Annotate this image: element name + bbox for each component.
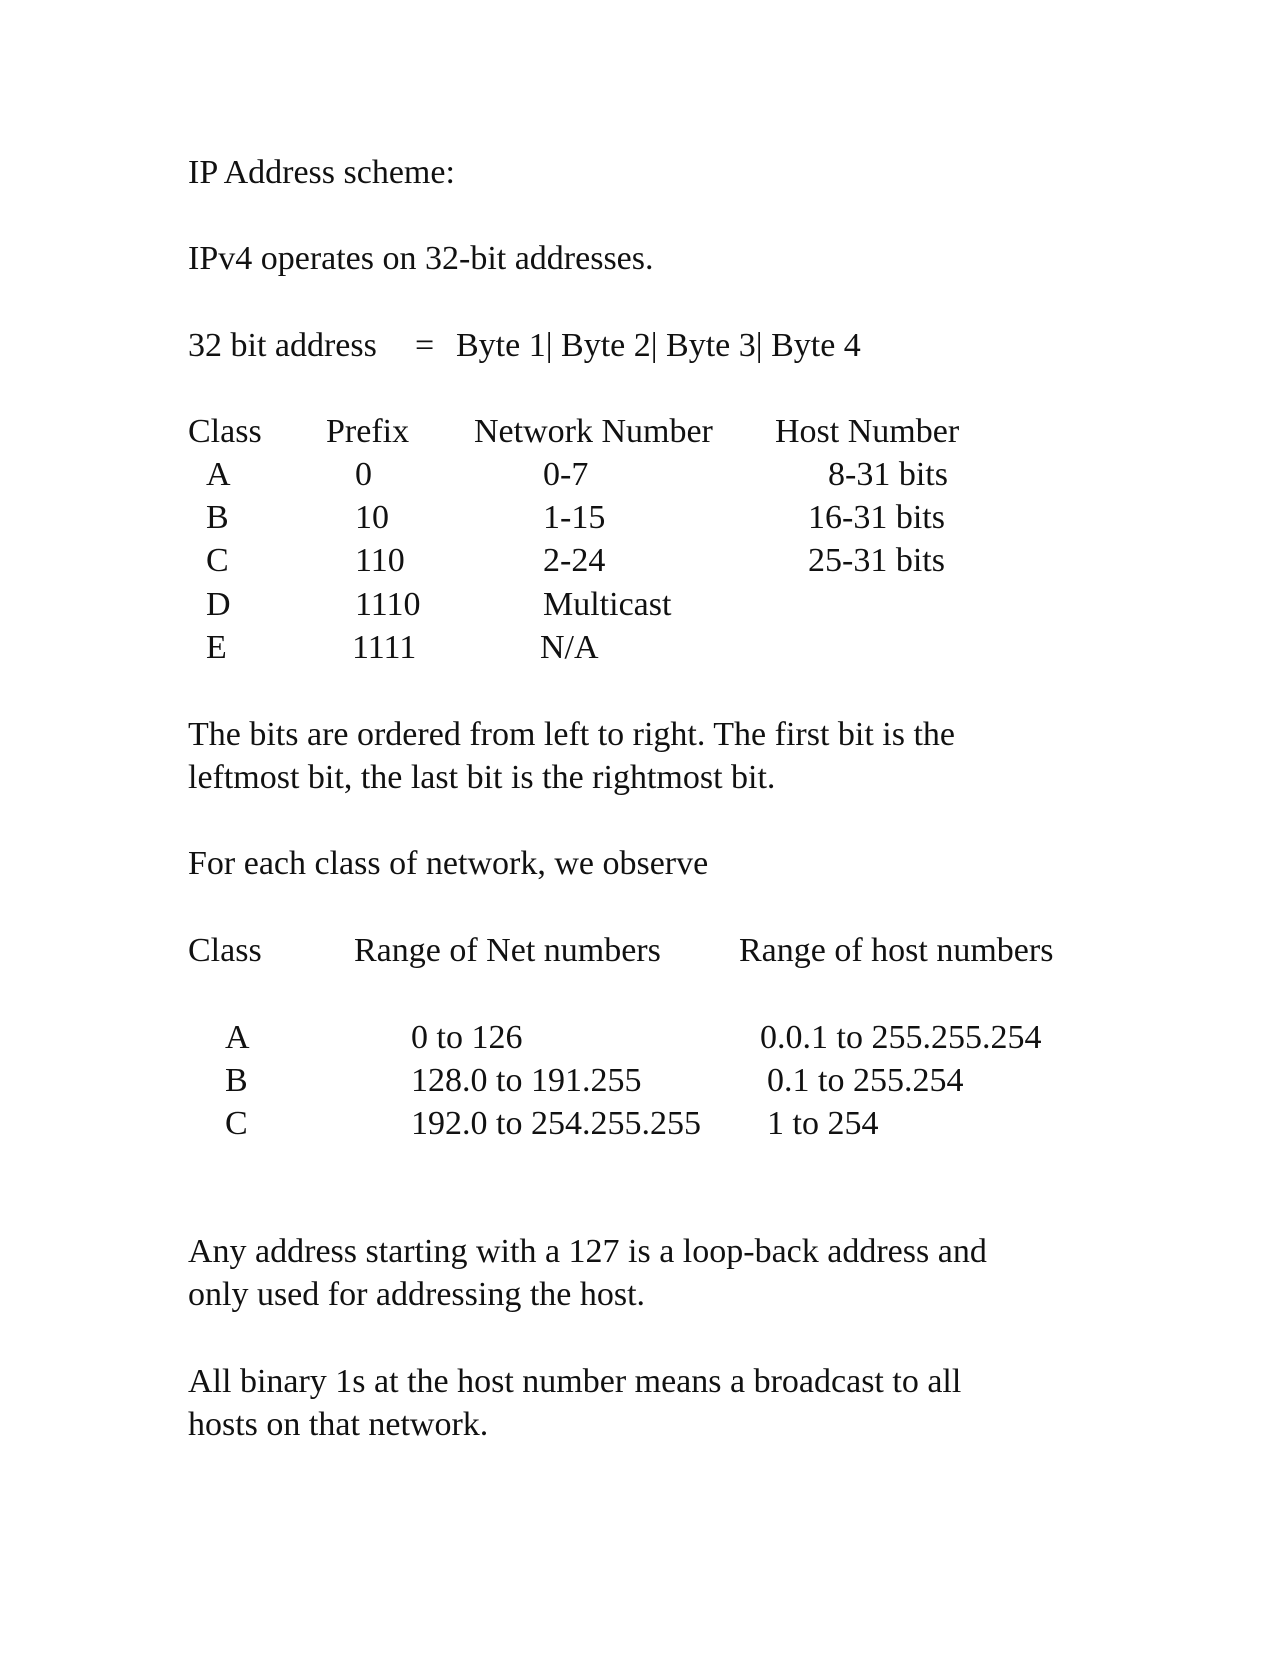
page-heading: IP Address scheme: xyxy=(188,154,455,191)
class-table-cell: 1111 xyxy=(352,629,417,666)
observe-text: For each class of network, we observe xyxy=(188,845,709,882)
range-table-cell: 0.1 to 255.254 xyxy=(767,1062,964,1099)
class-table-cell: 10 xyxy=(355,499,389,536)
class-table-cell: 1110 xyxy=(355,586,421,623)
class-table-header-host: Host Number xyxy=(775,413,960,450)
class-table-cell: E xyxy=(206,629,227,666)
broadcast-text: All binary 1s at the host number means a broadcast to all xyxy=(188,1363,962,1400)
broadcast-text: hosts on that network. xyxy=(188,1406,489,1443)
address-bytes: Byte 1| Byte 2| Byte 3| Byte 4 xyxy=(456,327,861,364)
class-table-cell: 1-15 xyxy=(543,499,606,536)
range-table-cell: C xyxy=(225,1105,248,1142)
range-table-header-host: Range of host numbers xyxy=(739,932,1054,969)
class-table-cell: D xyxy=(206,586,231,623)
class-table-cell: 8-31 bits xyxy=(828,456,948,493)
class-table-cell: A xyxy=(206,456,231,493)
class-table-cell: N/A xyxy=(540,629,599,666)
bit-order-text: leftmost bit, the last bit is the rightmost bit. xyxy=(188,759,776,796)
class-table-cell: 0-7 xyxy=(543,456,589,493)
range-table-cell: 128.0 to 191.255 xyxy=(411,1062,642,1099)
range-table-header-net: Range of Net numbers xyxy=(354,932,661,969)
class-table-cell: B xyxy=(206,499,229,536)
address-equals: = xyxy=(415,327,435,364)
class-table-cell: 25-31 bits xyxy=(808,542,945,579)
range-table-cell: A xyxy=(225,1019,250,1056)
class-table-header-class: Class xyxy=(188,413,262,450)
loopback-text: only used for addressing the host. xyxy=(188,1276,646,1313)
range-table-cell: 0 to 126 xyxy=(411,1019,523,1056)
address-label: 32 bit address xyxy=(188,327,377,364)
intro-text: IPv4 operates on 32-bit addresses. xyxy=(188,240,654,277)
class-table-cell: C xyxy=(206,542,229,579)
class-table-cell: 110 xyxy=(355,542,405,579)
range-table-cell: B xyxy=(225,1062,248,1099)
class-table-header-prefix: Prefix xyxy=(326,413,410,450)
range-table-cell: 1 to 254 xyxy=(767,1105,879,1142)
class-table-cell: 16-31 bits xyxy=(808,499,945,536)
range-table-cell: 192.0 to 254.255.255 xyxy=(411,1105,701,1142)
loopback-text: Any address starting with a 127 is a loop-back address and xyxy=(188,1233,987,1270)
class-table-cell: Multicast xyxy=(543,586,672,623)
class-table-header-network: Network Number xyxy=(474,413,713,450)
range-table-header-class: Class xyxy=(188,932,262,969)
bit-order-text: The bits are ordered from left to right. The first bit is the xyxy=(188,716,955,753)
class-table-cell: 2-24 xyxy=(543,542,606,579)
range-table-cell: 0.0.1 to 255.255.254 xyxy=(760,1019,1042,1056)
class-table-cell: 0 xyxy=(355,456,372,493)
